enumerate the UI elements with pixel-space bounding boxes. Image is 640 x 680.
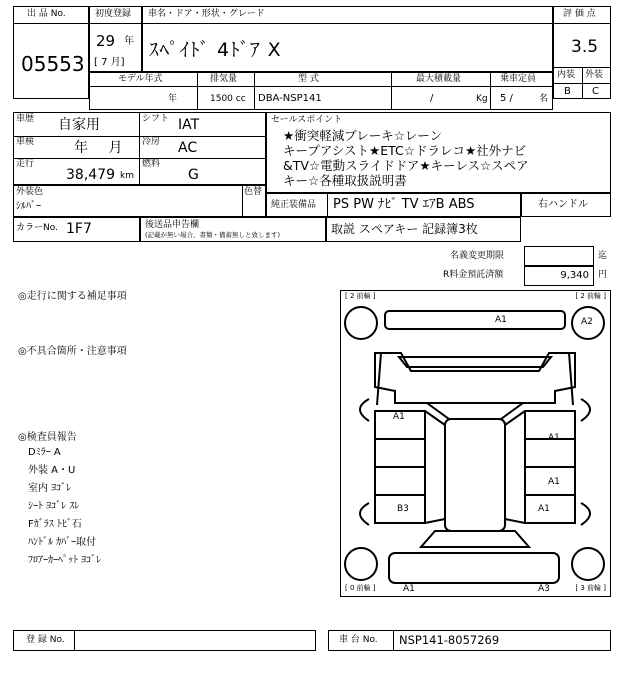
- driving-remarks-title: ◎走行に関する補足事項: [18, 291, 127, 302]
- color-no-value: 1F7: [66, 221, 92, 237]
- handle-box: [521, 193, 611, 217]
- sales-line-1: ★衝突軽減ブレーキ☆レーン: [283, 128, 443, 143]
- mark-right-rear: A1: [538, 504, 550, 514]
- mark-rear-right: A3: [538, 584, 550, 594]
- interior-grade: B: [564, 86, 571, 97]
- corner-bl-label: [ 0 前輪 ]: [345, 584, 376, 592]
- sales-line-3: &TV☆電動スライドドア★キーレス☆スペア: [283, 158, 529, 173]
- lot-number: 05553: [21, 52, 85, 76]
- equipment-label: 純正装備品: [271, 200, 317, 210]
- mark-right-mid: A1: [548, 477, 560, 487]
- interior-label: 内装: [557, 70, 576, 80]
- mark-right-front: A1: [548, 433, 560, 443]
- recycle-unit: 円: [598, 270, 608, 280]
- mark-left-rear: B3: [397, 504, 409, 514]
- lot-label: 出 品 No.: [27, 9, 66, 19]
- exterior-label: 外装: [585, 70, 604, 80]
- post-doc-label: 後送品申告欄: [145, 220, 200, 230]
- sales-line-4: キー☆各種取扱説明書: [283, 173, 407, 188]
- shift-value: IAT: [178, 117, 200, 133]
- first-reg-month: [ 7 月]: [94, 57, 125, 68]
- inspector-line-4: ｼｰﾄ ﾖｺﾞﾚ ｽﾚ: [28, 501, 80, 512]
- car-outline: [341, 291, 610, 596]
- mark-rear-left: A1: [403, 584, 415, 594]
- post-doc-note: (記載が無い場合、書類・備蓄無しと致します): [145, 231, 281, 239]
- displacement-value: 1500 cc: [210, 94, 246, 104]
- inspector-line-5: Fｶﾞﾗｽ ﾄﾋﾞ石: [28, 519, 82, 530]
- corner-tr-label: [ 2 前輪 ]: [575, 292, 606, 300]
- handle-value: 右ハンドル: [538, 199, 588, 210]
- reg-no-box: [13, 630, 316, 651]
- mark-front-bumper: A1: [495, 315, 507, 325]
- reg-no-label: 登 録 No.: [26, 635, 65, 645]
- mark-tire-fr: A2: [581, 317, 593, 327]
- usage-value: 自家用: [58, 117, 100, 133]
- inspector-line-7: ﾌﾛｱｰｶｰﾍﾟｯﾄ ﾖｺﾞﾚ: [28, 555, 102, 566]
- model-year-label: モデル年式: [118, 74, 163, 84]
- corner-br-label: [ 3 前輪 ]: [575, 584, 606, 592]
- defects-title: ◎不具合箇所・注意事項: [18, 346, 127, 357]
- equipment-box: [266, 193, 521, 217]
- sales-label: セールスポイント: [271, 115, 343, 125]
- car-diagram: [340, 290, 611, 597]
- type-label: 型 式: [298, 74, 319, 84]
- model-year-unit: 年: [168, 94, 178, 104]
- fuel-label: 燃料: [142, 159, 161, 169]
- capacity-label: 乗車定員: [500, 74, 537, 84]
- name-change-field: [524, 246, 594, 266]
- max-load-slash: /: [430, 93, 434, 104]
- docs-value: 取説 スペアキー 記録簿3枚: [331, 222, 478, 236]
- score-box: [553, 6, 611, 99]
- sales-points-box: [266, 112, 611, 193]
- ac-value: AC: [178, 140, 198, 156]
- ext-color-label: 外装色: [16, 187, 44, 197]
- recycle-label: R料金預託済額: [443, 270, 504, 280]
- lot-box: [13, 6, 89, 99]
- equipment-value: PS PW ﾅﾋﾞ TV ｴｱB ABS: [333, 197, 475, 212]
- shift-label: シフト: [142, 114, 170, 124]
- inspection-value: 年 月: [74, 140, 123, 156]
- mark-left-front: A1: [393, 412, 405, 422]
- inspector-line-3: 室内 ﾖｺﾞﾚ: [28, 483, 72, 494]
- displacement-label: 排気量: [210, 74, 238, 84]
- chassis-no-label: 車 台 No.: [339, 635, 378, 645]
- usage-label: 車歴: [16, 114, 35, 124]
- car-name-label: 車名・ドア・形状・グレード: [148, 9, 265, 19]
- ext-color-box: [13, 185, 266, 217]
- sales-line-2: キープアシスト★ETC☆ドラレコ★社外ナビ: [283, 143, 527, 158]
- capacity-value: 5 /: [500, 93, 513, 104]
- chassis-no-box: [328, 630, 611, 651]
- capacity-unit: 名: [539, 94, 549, 104]
- max-load-unit: Kg: [476, 94, 488, 104]
- inspector-line-2: 外装 A・U: [28, 465, 76, 476]
- exterior-grade: C: [592, 86, 599, 97]
- max-load-label: 最大積載量: [416, 74, 462, 84]
- ac-label: 冷房: [142, 137, 161, 147]
- color-change-label: 色替: [244, 187, 263, 197]
- first-reg-box: [89, 6, 142, 72]
- inspector-line-6: ﾊﾝﾄﾞﾙ ｶﾊﾞｰ取付: [28, 537, 97, 548]
- name-change-unit: 迄: [598, 251, 608, 261]
- mileage-unit: km: [120, 171, 134, 181]
- spec-row: [89, 72, 553, 110]
- first-reg-year: 29: [96, 32, 116, 50]
- mileage-label: 走行: [16, 159, 35, 169]
- score-label: 評 価 点: [563, 9, 596, 19]
- recycle-field: [524, 266, 594, 286]
- inspector-line-1: Dﾐﾗｰ A: [28, 447, 61, 458]
- name-change-label: 名義変更期限: [450, 251, 505, 261]
- first-reg-year-unit: 年: [124, 36, 134, 47]
- inspection-label: 車検: [16, 137, 35, 147]
- recycle-amount: 9,340: [560, 270, 589, 281]
- chassis-no-value: NSP141-8057269: [399, 633, 500, 647]
- color-no-label: カラーNo.: [16, 223, 58, 233]
- score-value: 3.5: [571, 37, 599, 57]
- fuel-value: G: [188, 167, 199, 183]
- car-name: ｽﾍﾟｲﾄﾞ 4ﾄﾞｱ X: [149, 39, 282, 61]
- car-name-box: [142, 6, 553, 72]
- corner-tl-label: [ 2 前輪 ]: [345, 292, 376, 300]
- color-no-box: [13, 217, 140, 242]
- ext-color-value: ｼﾙﾊﾞｰ: [16, 201, 41, 212]
- first-reg-label: 初度登録: [95, 9, 132, 19]
- type-code: DBA-NSP141: [258, 93, 322, 104]
- mileage-value: 38,479: [66, 167, 115, 183]
- info-grid: [13, 112, 266, 185]
- inspector-title: ◎検査員報告: [18, 432, 77, 443]
- post-doc-box: [140, 217, 326, 242]
- docs-box: [326, 217, 521, 242]
